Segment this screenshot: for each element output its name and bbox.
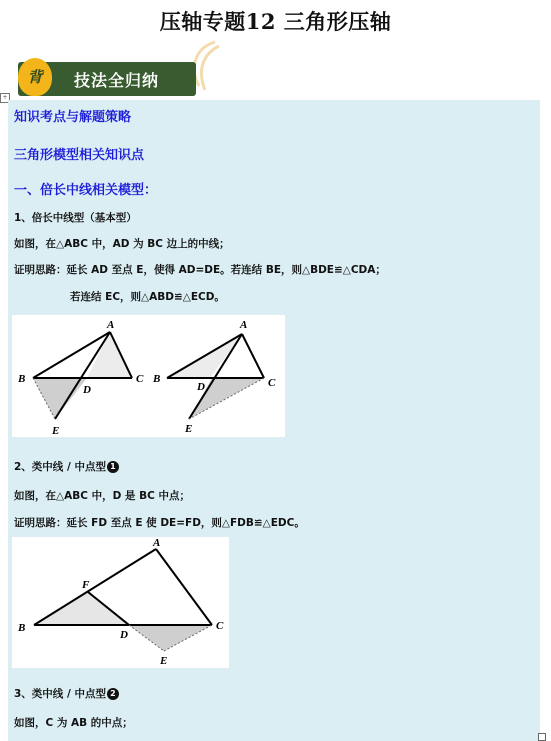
model2-line1: 如图，在△ABC 中，D 是 BC 中点；	[14, 490, 190, 502]
heading-median-models: 一、倍长中线相关模型：	[14, 183, 158, 198]
banner-badge: 背	[18, 58, 52, 96]
fig1-right-label-c: C	[268, 377, 276, 389]
model1-line2: 证明思路：延长 AD 至点 E，使得 AD=DE。若连结 BE，则△BDE≌△CDA；	[14, 264, 386, 276]
model3-heading	[14, 686, 119, 701]
page-title: 压轴专题12 三角形压轴	[159, 9, 392, 34]
fig2-label-a: A	[153, 537, 161, 549]
fig1-right-label-d: D	[197, 381, 205, 393]
model3-line1: 如图，C 为 AB 的中点；	[14, 717, 133, 729]
fig1-left-label-b: B	[18, 373, 26, 385]
fig1-right-label-a: A	[240, 319, 248, 331]
fig1-left-label-e: E	[52, 425, 60, 437]
fig2-label-c: C	[216, 620, 224, 632]
fig2-label-b: B	[18, 622, 26, 634]
model3-heading-text: 3、类中线 / 中点型	[14, 688, 106, 700]
fig1-right-label-b: B	[153, 373, 161, 385]
fig1-right-label-e: E	[185, 423, 193, 435]
figure-median-doubling	[12, 315, 285, 437]
fig2-label-e: E	[160, 655, 168, 667]
anchor-icon[interactable]: +	[0, 93, 10, 103]
figure-midpoint-model	[12, 537, 229, 668]
fig1-left-label-c: C	[136, 373, 144, 385]
fig1-left-label-d: D	[83, 384, 91, 396]
model2-heading-text: 2、类中线 / 中点型	[14, 461, 106, 473]
fig2-label-d: D	[120, 629, 128, 641]
fig2-label-f: F	[82, 579, 90, 591]
heading-knowledge: 知识考点与解题策略	[14, 110, 132, 125]
banner-label: 技法全归纳	[74, 71, 160, 90]
model1-heading: 1、倍长中线型（基本型）	[14, 212, 137, 224]
heading-triangle-models: 三角形模型相关知识点	[14, 148, 145, 163]
model2-line2: 证明思路：延长 FD 至点 E 使 DE=FD，则△FDB≌△EDC。	[14, 517, 305, 529]
figure-midpoint-model-svg	[12, 537, 229, 668]
model1-line1: 如图，在△ABC 中，AD 为 BC 边上的中线；	[14, 238, 230, 250]
resize-handle[interactable]	[538, 733, 546, 741]
model1-line3: 若连结 EC，则△ABD≌△ECD。	[70, 291, 225, 303]
number-one-icon: 1	[107, 461, 119, 473]
number-two-icon: 2	[107, 688, 119, 700]
fig1-left-label-a: A	[107, 319, 115, 331]
model2-heading	[14, 459, 119, 474]
figure-median-doubling-svg	[12, 315, 285, 437]
